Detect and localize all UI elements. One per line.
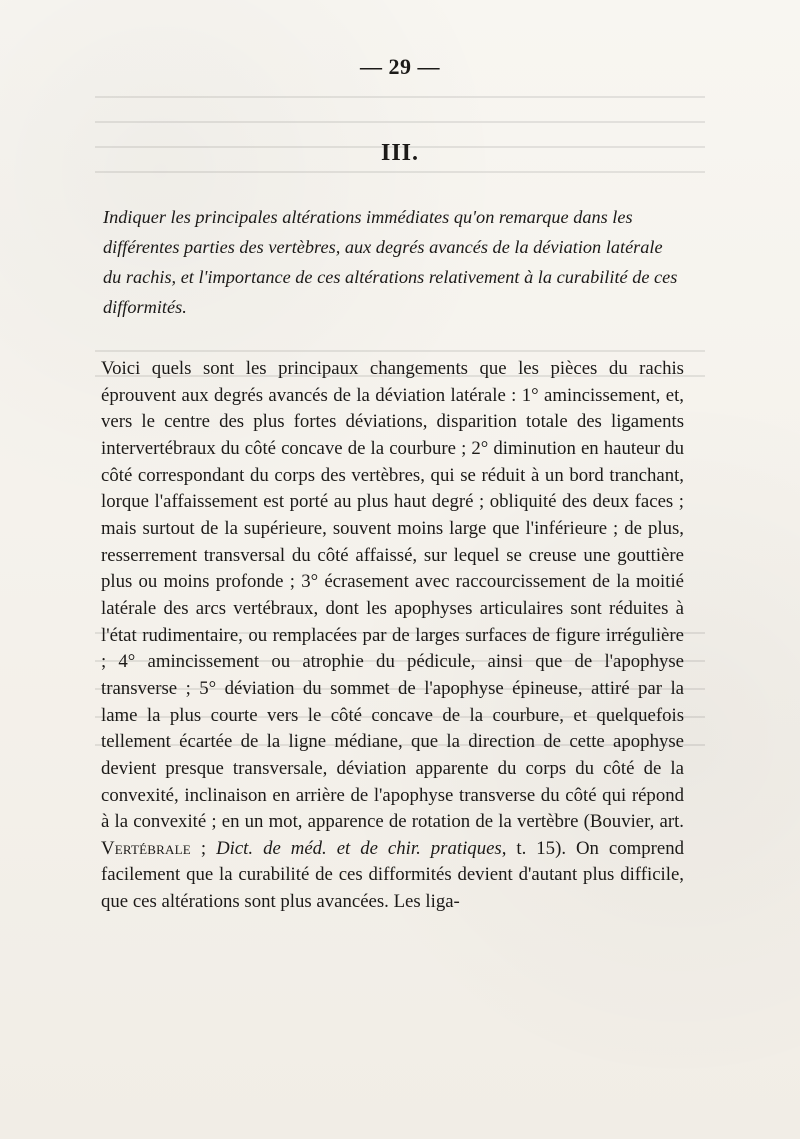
- section-number: III.: [380, 140, 420, 166]
- article-reference: Vertébrale: [101, 837, 191, 859]
- section-question: Indiquer les principales altérations immédiates qu'on remarque dans les différentes parties des vertèbres, aux degrés avancés de la déviation latérale du rachis, et l'importance de ces altérations relativement à la curabilité de ces difformités.: [103, 207, 678, 317]
- body-paragraph: [101, 356, 684, 916]
- page-number: — 29 —: [360, 54, 440, 79]
- dictionary-reference: Dict. de méd. et de chir. pratiques: [216, 837, 502, 859]
- body-text-end: , t. 15). On comprend facilement que la curabilité de ces difformités devient d'autant plus difficile, que ces altérations sont plus avancées. Les liga-: [101, 837, 685, 913]
- body-text-start: Voici quels sont les principaux changements que les pièces du rachis éprouvent aux degrés avancés de la déviation latérale : 1° amincissement, et, vers le centre des plus fortes déviations, disparition totale des ligaments intervertébraux du côté concave de la courbure ; 2° diminution en hauteur du côté correspondant du corps des vertèbres, qui se réduit à un bord tranchant, lorque l'affaissement est porté au plus haut degré ; obliquité des deux faces ; mais surtout de la supérieure, souvent moins large que l'inférieure ; de plus, resserrement transversal du côté affaissé, sur lequel se creuse une gouttière plus ou moins profonde ; 3° écrasement avec raccourcissement de la moitié latérale des arcs vertébraux, dont les apophyses articulaires sont réduites à l'état rudimentaire, ou remplacées par de larges surfaces de figure irrégulière ; 4° amincissement ou atrophie du pédicule, ainsi que de l'apophyse transverse ; 5° déviation du sommet de l'apophyse épineuse, attiré par la lame la plus courte vers le côté concave de la courbure, et quelquefois tellement écartée de la ligne médiane, que la direction de cette apophyse devient presque transversale, déviation apparente du corps du côté de la convexité, inclinaison en arrière de l'apophyse transverse du côté qui répond à la convexité ; en un mot, apparence de rotation de la vertèbre (Bouvier, art.: [101, 358, 684, 833]
- body-separator: ;: [190, 837, 217, 859]
